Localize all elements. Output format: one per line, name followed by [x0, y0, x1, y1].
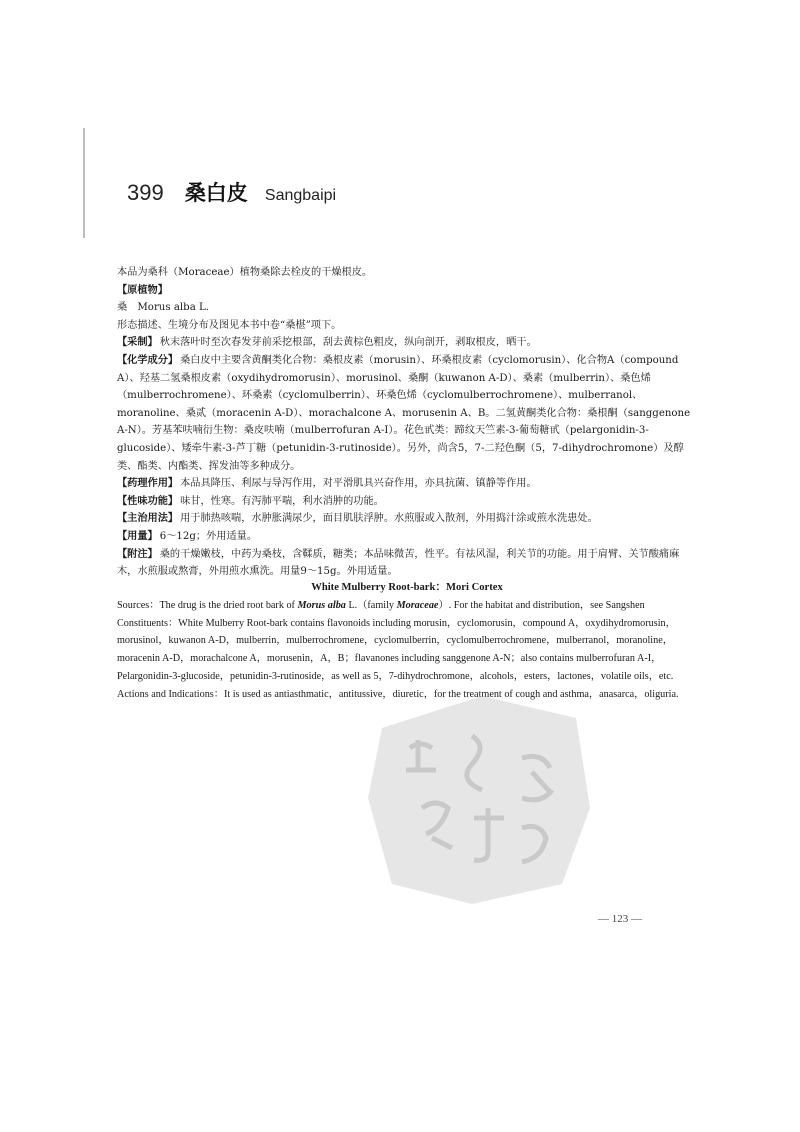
taste-label: 【性味功能】 [117, 495, 179, 507]
note-section [117, 546, 692, 581]
entry-number: 399 [127, 180, 164, 205]
harvest-text: 秋末落叶时至次春发芽前采挖根部，刮去黄棕色粗皮，纵向剖开，剥取根皮，晒干。 [159, 337, 537, 349]
sources-suffix: ）. For the habitat and distribution，see Sangshen [438, 600, 645, 611]
harvest-section [117, 334, 692, 352]
indications-text: 用于肺热咳喘，水肿胀满尿少，面目肌肤浮肿。水煎服或入散剂，外用捣汁涂或煎水洗患处。 [180, 513, 598, 525]
sources-prefix: Sources：The drug is the dried root bark of [117, 600, 298, 611]
dosage-label: 【用量】 [117, 530, 158, 542]
indications-label: 【主治用法】 [117, 513, 179, 525]
title-pinyin: Sangbaipi [264, 187, 337, 204]
english-title: White Mulberry Root-bark：Mori Cortex [311, 582, 503, 593]
chinese-text-body [117, 264, 692, 581]
pharmacology-text: 本品具降压、利尿与导泻作用，对平滑肌具兴奋作用，亦具抗菌、镇静等作用。 [180, 478, 537, 490]
page-number: — 123 — [598, 913, 642, 925]
actions-paragraph: Actions and Indications：It is used as antiasthmatic，antitussive，diuretic，for the treatment of cough and asthma，anasarca，oliguria. [117, 688, 679, 700]
dosage-text: 6～12g；外用适量。 [159, 530, 258, 542]
entry-title [127, 177, 336, 207]
intro-paragraph: 本品为桑科（Moraceae）植物桑除去栓皮的干燥根皮。 [117, 267, 373, 278]
constituents-paragraph: Constituents：White Mulberry Root-bark contains flavonoids including morusin，cyclomorusin，compound A，oxydihydromorusin，morusinol，kuwanon A-D，mulberrin，mulberrochromene，cyclomulberrin，cyclomulberrochromene，mulberranol，moranoline，moracenin A-D，morachalcone A，morusenin，A，B；flavanones including sanggenone A-N；also contains mulberrofuran A-I，Pelargonidin-3-glucoside，petunidin-3-rutinoside，as well as 5，7-dihydrochromone，alcohols，esters，lactones，volatile oils，etc. [117, 617, 676, 682]
sources-paragraph [117, 597, 692, 615]
sources-family: Moraceae [396, 600, 439, 611]
title-chinese: 桑白皮 [184, 181, 248, 205]
pharmacology-section [117, 475, 692, 493]
chemistry-label: 【化学成分】 [117, 354, 179, 366]
pharmacology-label: 【药理作用】 [117, 478, 179, 490]
harvest-label: 【采制】 [117, 337, 158, 349]
chemistry-section [117, 352, 692, 475]
note-text: 桑的干燥嫩枝，中药为桑枝，含鞣质，糖类；本品味微苦，性平。有祛风湿，利关节的功能。用于肩臂、关节酸痛麻木，水煎服或熬膏，外用煎水熏洗。用量9～15g。外用适量。 [117, 548, 680, 578]
chemistry-text: 桑白皮中主要含黄酮类化合物：桑根皮素（morusin）、环桑根皮素（cyclomorusin）、化合物A（compound A）、羟基二氢桑根皮素（oxydihydromorusin）、morusinol、桑酮（kuwanon A-D）、桑素（mulberrin）、桑色烯（mulberrochromene）、环桑素（cyclomulberrin）、环桑色烯（cyclomulberrochromene）、mulberranol、moranoline、桑贰（moracenin A-D）、morachalcone A、morusenin A、B。二氢黄酮类化合物：桑根酮（sanggenone A-N）。芳基苯呋喃衍生物：桑皮呋喃（mulberrofuran A-I）。花色甙类：蹄纹天竺素-3-葡萄糖甙（pelargonidin-3-glucoside）、矮牵牛素-3-芦丁糖（petunidin-3-rutinoside）。另外，尚含5，7-二羟色酮（5，7-dihydrochromone）及醇类、酯类、内酯类、挥发油等多种成分。 [117, 354, 691, 472]
note-label: 【附注】 [117, 548, 158, 560]
indications-section [117, 510, 692, 528]
plant-line-1: 桑 Morus alba L. [117, 302, 210, 314]
seal-watermark [362, 688, 594, 908]
plant-line-2: 形态描述、生境分布及图见本书中卷“桑椹”项下。 [117, 319, 342, 331]
dosage-section [117, 528, 692, 546]
taste-section [117, 493, 692, 511]
sources-species: Morus alba [297, 600, 346, 611]
sources-mid: L.（family [345, 600, 397, 611]
plant-label: 【原植物】 [117, 284, 168, 296]
page-edge-line [83, 128, 85, 238]
taste-text: 味甘，性寒。有泻肺平喘，利水消肿的功能。 [180, 495, 384, 507]
